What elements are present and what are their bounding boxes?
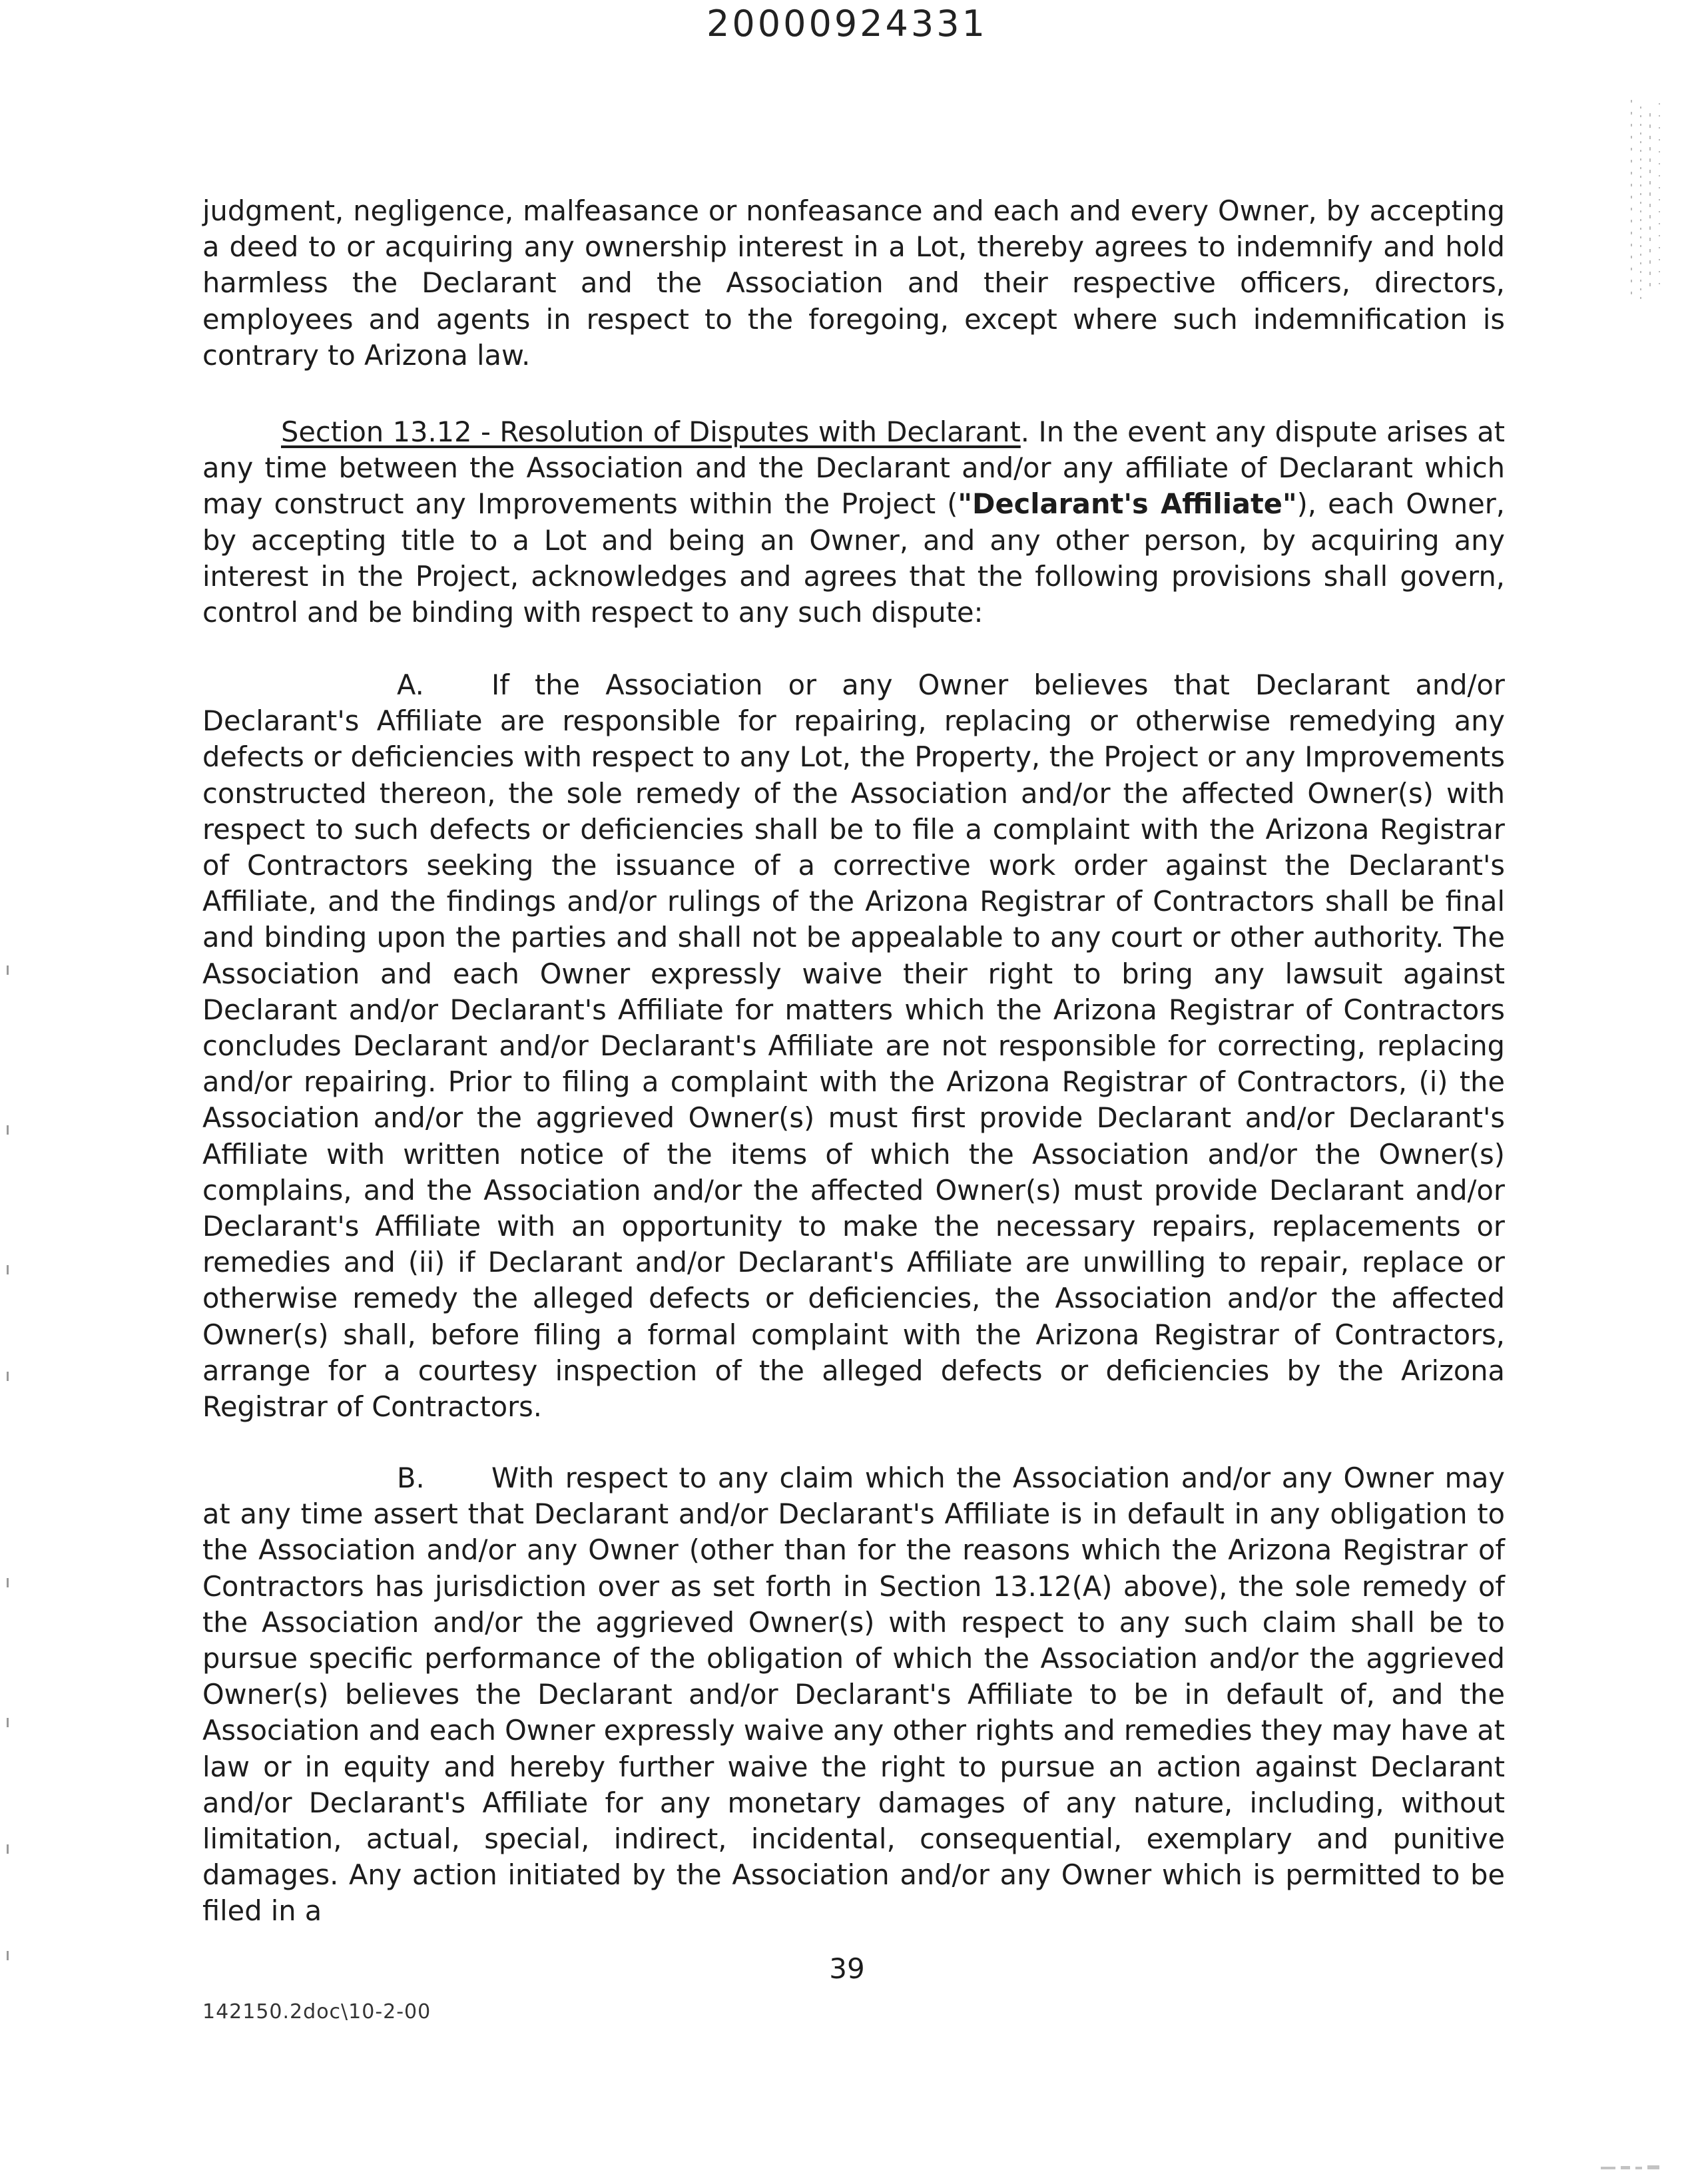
paragraph-section-13-12 xyxy=(202,414,1505,631)
recording-number: 20000924331 xyxy=(706,3,988,45)
page-number: 39 xyxy=(829,1952,865,1985)
item-marker-a: A. xyxy=(397,669,424,701)
document-reference: 142150.2doc\10-2-00 xyxy=(202,2000,431,2024)
left-margin-ticks xyxy=(7,866,13,2131)
paragraph-item-b xyxy=(202,1460,1505,1930)
paragraph-text xyxy=(202,1460,1505,1930)
paragraph-text xyxy=(202,667,1505,1425)
paragraph-item-a xyxy=(202,667,1505,1425)
paragraph-text-before: . In the event any dispute arises at any time between the Association and the Declarant and/or any affiliate of Declarant which may construct any Improvements within the Project ( xyxy=(202,415,1505,521)
section-heading: Section 13.12 - Resolution of Disputes with Declarant xyxy=(281,415,1021,448)
item-b-text: With respect to any claim which the Association and/or any Owner may at any time assert that Declarant and/or Declarant's Affiliate is in default in any obligation to the Association and/or any Owner (other than for the reasons which the Arizona Registrar of Contractors has jurisdiction over as set forth in Section 13.12(A) above), the sole remedy of the Association and/or the aggrieved Owner(s) with respect to any such claim shall be to pursue specific performance of the obligation of which the Association and/or the aggrieved Owner(s) believes the Declarant and/or Declarant's Affiliate to be in default of, and the Association and each Owner expressly waive any other rights and remedies they may have at law or in equity and hereby further waive the right to pursue an action against Declarant and/or Declarant's Affiliate for any monetary damages of any nature, including, without limitation, actual, special, indirect, incidental, consequential, exemplary and punitive damages. Any action initiated by the Association and/or any Owner which is permitted to be filed in a xyxy=(202,1462,1505,1928)
paragraph-text xyxy=(202,414,1505,631)
item-marker-b: B. xyxy=(397,1462,425,1494)
paragraph-text: judgment, negligence, malfeasance or nonfeasance and each and every Owner, by accepting a deed to or acquiring any ownership interest in a Lot, thereby agrees to indemnify and hold harmless the Declarant and the Association and their respective officers, directors, employees and agents in respect to the foregoing, except where such indemnification is contrary to Arizona law. xyxy=(202,194,1505,372)
paragraph-text-after: ), each Owner, by accepting title to a Lot and being an Owner, and any other person, by acquiring any interest in the Project, acknowledges and agrees that the following provisions shall govern, control and be binding with respect to any such dispute: xyxy=(202,487,1505,629)
defined-term: "Declarant's Affiliate" xyxy=(958,487,1297,521)
margin-stamp-marks xyxy=(1627,100,1667,306)
item-a-text: If the Association or any Owner believes that Declarant and/or Declarant's Affiliate are responsible for repairing, replacing or otherwise remedying any defects or deficiencies with respect to any Lot, the Property, the Project or any Improvements constructed thereon, the sole remedy of the Association and/or the affected Owner(s) with respect to such defects or deficiencies shall be to file a complaint with the Arizona Registrar of Contractors seeking the issuance of a corrective work order against the Declarant's Affiliate, and the findings and/or rulings of the Arizona Registrar of Contractors shall be final and binding upon the parties and shall not be appealable to any court or other authority. The Association and each Owner expressly waive their right to bring any lawsuit against Declarant and/or Declarant's Affiliate for matters which the Arizona Registrar of Contractors concludes Declarant and/or Declarant's Affiliate are not responsible for correcting, replacing and/or repairing. Prior to filing a complaint with the Arizona Registrar of Contractors, (i) the Association and/or the aggrieved Owner(s) must first provide Declarant and/or Declarant's Affiliate with written notice of the items of which the Association and/or the Owner(s) complains, and the Association and/or the affected Owner(s) must provide Declarant and/or Declarant's Affiliate with an opportunity to make the necessary repairs, replacements or remedies and (ii) if Declarant and/or Declarant's Affiliate are unwilling to repair, replace or otherwise remedy the alleged defects or deficiencies, the Association and/or the affected Owner(s) shall, before filing a formal complaint with the Arizona Registrar of Contractors, arrange for a courtesy inspection of the alleged defects or deficiencies by the Arizona Registrar of Contractors. xyxy=(202,669,1505,1424)
paragraph-indemnification xyxy=(202,193,1505,374)
corner-scan-mark xyxy=(1601,2164,1674,2172)
